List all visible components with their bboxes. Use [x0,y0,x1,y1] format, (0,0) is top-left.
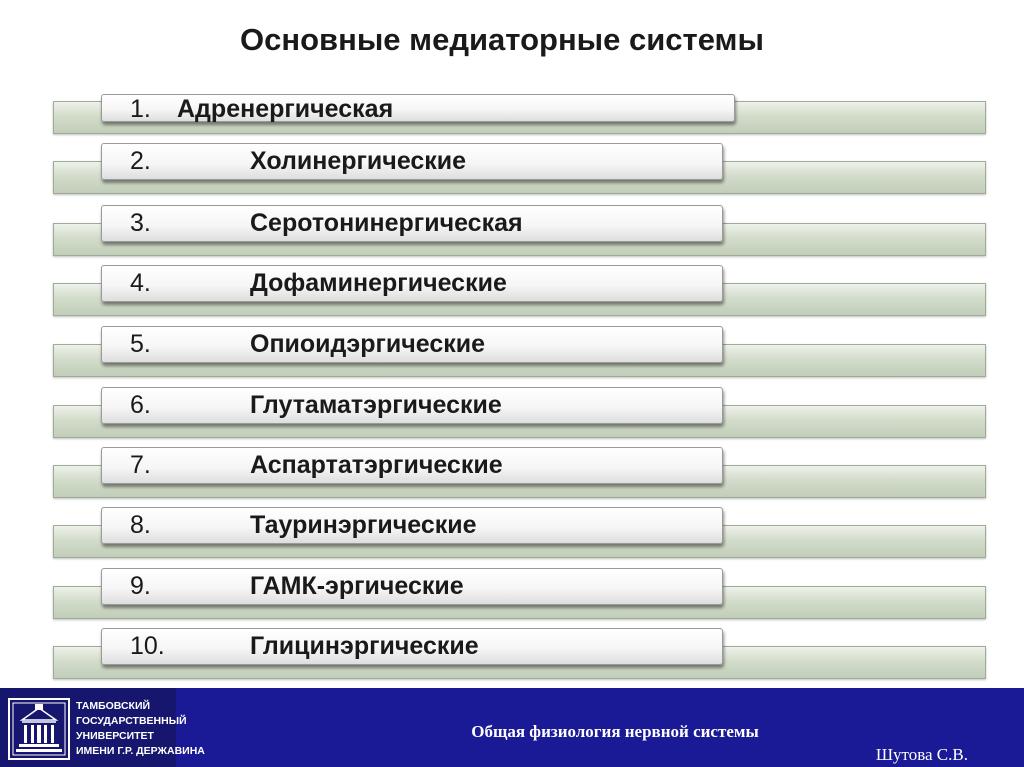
item-number: 3. [130,209,151,237]
item-number: 4. [130,269,151,297]
university-name-line: ИМЕНИ Г.Р. ДЕРЖАВИНА [76,745,205,757]
list-item [0,205,1024,265]
list-item [0,568,1024,628]
university-logo-icon [8,698,70,760]
university-name-line: УНИВЕРСИТЕТ [76,730,154,742]
author-name: Шутова С.В. [875,745,968,764]
item-number: 5. [130,330,151,358]
item-number: 2. [130,147,151,175]
row-pill [101,568,723,605]
row-pill [101,447,723,484]
item-number: 8. [130,511,151,539]
item-number: 10. [130,632,165,660]
list-item [0,507,1024,567]
row-pill [101,628,723,665]
item-number: 9. [130,572,151,600]
item-number: 7. [130,451,151,479]
item-number: 1. [130,95,151,123]
item-label: Адренергическая [177,95,394,123]
list-item [0,447,1024,507]
row-pill [101,205,723,242]
university-name-line: ГОСУДАРСТВЕННЫЙ [76,715,187,727]
list-item [0,143,1024,203]
row-pill [101,326,723,363]
item-label: Опиоидэргические [250,330,486,358]
item-label: Серотонинергическая [250,209,523,237]
row-pill [101,507,723,544]
row-pill [101,387,723,424]
list-item [0,628,1024,688]
row-pill [101,143,723,180]
footer-bar [0,688,1024,767]
list-item [0,265,1024,325]
row-pill [101,265,723,302]
item-label: Глицинэргические [250,632,479,660]
row-pill [101,94,735,122]
list-item [0,326,1024,386]
list-item [0,387,1024,447]
university-name [76,699,205,759]
item-label: Аспартатэргические [250,451,503,479]
item-label: Дофаминергические [250,269,507,297]
item-label: ГАМК-эргические [250,572,464,600]
item-label: Глутаматэргические [250,391,502,419]
course-title: Общая физиология нервной системы [471,722,759,741]
slide-title: Основные медиаторные системы [240,22,764,57]
item-label: Холинергические [250,147,467,175]
item-label: Тауринэргические [250,511,477,539]
university-block [0,688,205,767]
item-number: 6. [130,391,151,419]
university-name-line: ТАМБОВСКИЙ [76,700,151,712]
list-item [0,0,1024,123]
